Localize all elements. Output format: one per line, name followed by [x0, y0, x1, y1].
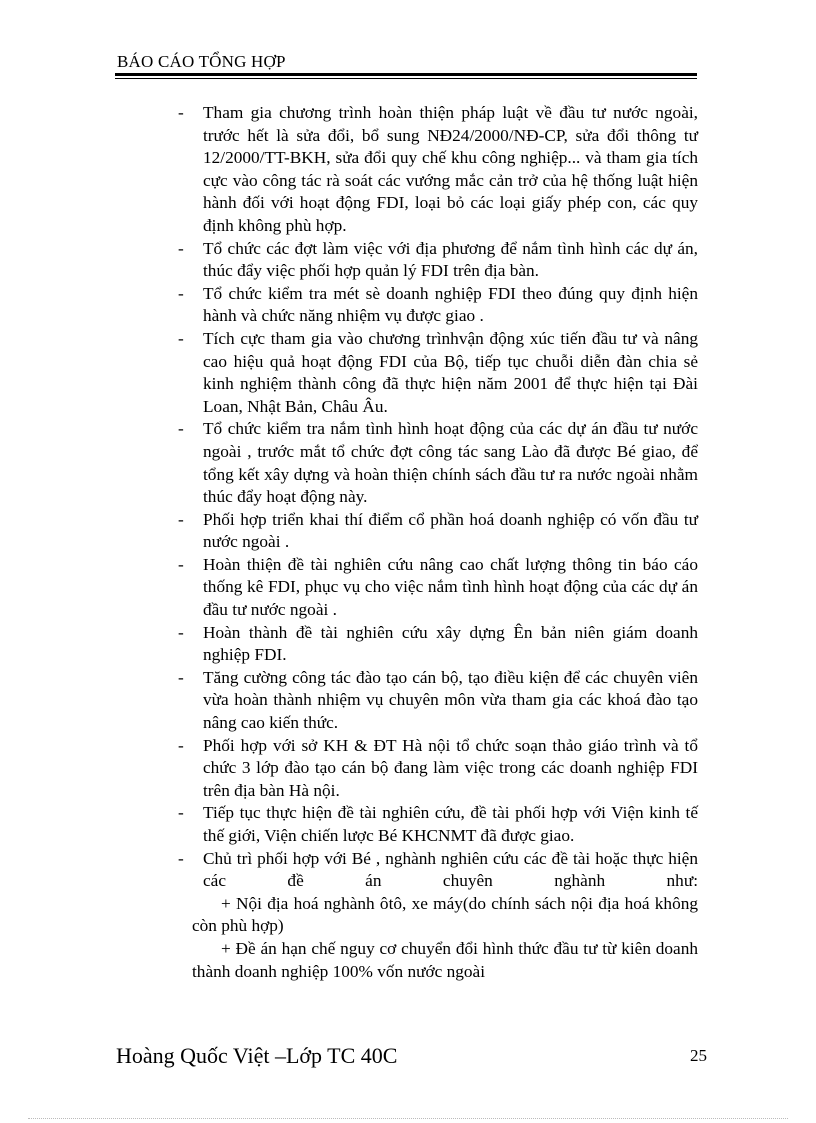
list-item-text: Chủ trì phối hợp với Bé , nghành nghiên cứu các đề tài hoặc thực hiện các đề án chuyên nghành như: [203, 848, 698, 891]
list-item [176, 735, 698, 803]
bullet-dash: - [178, 554, 184, 574]
bullet-dash: - [178, 509, 184, 529]
list-item [176, 802, 698, 847]
list-item-text: Tích cực tham gia vào chương trìnhvận động xúc tiến đầu tư và nâng cao hiệu quả hoạt động FDI của Bộ, tiếp tục chuỗi diễn đàn chia sẻ kinh nghiệm thành công đã thực hiện năm 2001 để thực hiện tại Đài Loan, Nhật Bản, Châu Âu. [203, 328, 698, 416]
list-item [176, 283, 698, 328]
bullet-dash: - [178, 667, 184, 687]
bullet-dash: - [178, 735, 184, 755]
bullet-dash: - [178, 283, 184, 303]
bullet-dash: - [178, 848, 184, 868]
list-item [176, 328, 698, 418]
list-item-text: Tổ chức các đợt làm việc với địa phương để nắm tình hình các dự án, thúc đẩy việc phối hợp quản lý FDI trên địa bàn. [203, 238, 698, 281]
list-item-text: Hoàn thành đề tài nghiên cứu xây dựng Ên bản niên giám doanh nghiệp FDI. [203, 622, 698, 665]
list-item [176, 238, 698, 283]
header-rule-thin [115, 78, 697, 79]
list-item-text: Tổ chức kiểm tra mét sè doanh nghiệp FDI theo đúng quy định hiện hành và chức năng nhiệm vụ được giao . [203, 283, 698, 326]
page-number: 25 [690, 1046, 707, 1065]
page-header-title: BÁO CÁO TỔNG HỢP [117, 52, 286, 71]
sub-item [176, 938, 698, 983]
list-item-text: Phối hợp với sở KH & ĐT Hà nội tổ chức soạn thảo giáo trình và tổ chức 3 lớp đào tạo cán bộ đang làm việc trong các doanh nghiệp FDI trên địa bàn Hà nội. [203, 735, 698, 800]
bullet-dash: - [178, 622, 184, 642]
list-item-text: Tổ chức kiểm tra nắm tình hình hoạt động của các dự án đầu tư nước ngoài , trước mắt tổ chức đợt công tác sang Lào đã được Bé giao, để tổng kết xây dựng và hoàn thiện chính sách đầu tư ra nước ngoài nhằm thúc đẩy hoạt động này. [203, 419, 698, 507]
list-item [176, 848, 698, 893]
body-content [176, 102, 698, 983]
list-item [176, 622, 698, 667]
page-bottom-border [28, 1118, 788, 1119]
list-item-text: Phối hợp triển khai thí điểm cổ phần hoá doanh nghiệp có vốn đầu tư nước ngoài . [203, 509, 698, 552]
list-item [176, 102, 698, 238]
bullet-dash: - [178, 419, 184, 439]
list-item-text: Tăng cường công tác đào tạo cán bộ, tạo điều kiện để các chuyên viên vừa hoàn thành nhiệm vụ chuyên môn vừa tham gia các khoá đào tạo nâng cao kiến thức. [203, 667, 698, 733]
sub-item-text: + Nội địa hoá nghành ôtô, xe máy(do chính sách nội địa hoá không còn phù hợp) [192, 893, 698, 936]
list-item-text: Hoàn thiện đề tài nghiên cứu nâng cao chất lượng thông tin báo cáo thống kê FDI, phục vụ cho việc nắm tình hình hoạt động của các dự án đầu tư nước ngoài . [203, 554, 698, 620]
list-item-text: Tiếp tục thực hiện đề tài nghiên cứu, đề tài phối hợp với Viện kinh tế thế giới, Viện chiến lược Bé KHCNMT đã được giao. [203, 803, 698, 845]
list-item [176, 418, 698, 508]
list-item [176, 554, 698, 622]
sub-item-text: + Đề án hạn chế nguy cơ chuyển đổi hình thức đầu tư từ kiên doanh thành doanh nghiệp 100% vốn nước ngoài [192, 938, 698, 981]
bullet-dash: - [178, 103, 184, 122]
list-item [176, 509, 698, 554]
sub-item [176, 893, 698, 938]
bullet-dash: - [178, 328, 184, 348]
list-item [176, 667, 698, 735]
footer-author: Hoàng Quốc Việt –Lớp TC 40C [116, 1043, 398, 1068]
bullet-dash: - [178, 803, 184, 823]
header-rule-thick [115, 73, 697, 76]
bullet-dash: - [178, 238, 184, 258]
list-item-text: Tham gia chương trình hoàn thiện pháp luật về đầu tư nước ngoài, trước hết là sửa đổi, bổ sung NĐ24/2000/NĐ-CP, sửa đổi thông tư 12/2000/TT-BKH, sửa đổi quy chế khu công nghiệp... và tham gia tích cực vào công tác rà soát các vướng mắc cản trở của hệ thống luật hiện hành đối với hoạt động FDI, loại bỏ các loại giấy phép con, các quy định không phù hợp. [203, 103, 698, 235]
